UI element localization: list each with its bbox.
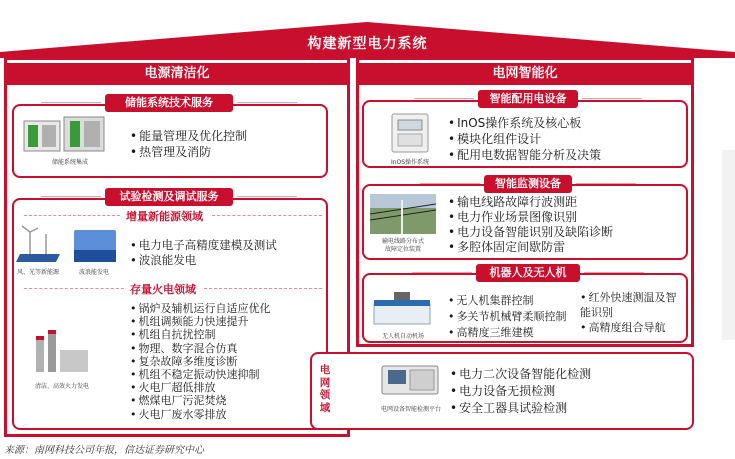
robots-title: 机器人及无人机 bbox=[476, 264, 580, 282]
divider bbox=[212, 215, 322, 216]
list-item: • 安全工器具试验检测 bbox=[450, 400, 591, 417]
list-item: • 机组不稳定振动快速抑制 bbox=[130, 368, 271, 381]
list-item: • 机组调频能力快速提升 bbox=[130, 315, 271, 328]
divider bbox=[24, 288, 124, 289]
distribution-items bbox=[448, 115, 601, 163]
renewable-items bbox=[130, 238, 277, 268]
list-item: • 电力设备智能识别及缺陷诊断 bbox=[448, 225, 613, 240]
list-item: • 输电线路故障行波测距 bbox=[448, 195, 613, 210]
storage-container-icon bbox=[22, 113, 108, 157]
list-item: • 多腔体固定间歇防雷 bbox=[448, 240, 613, 255]
list-item: • 复杂故障多维度诊断 bbox=[130, 355, 271, 368]
detection-platform-icon bbox=[380, 362, 440, 396]
list-item: • 锅炉及辅机运行自适应优化 bbox=[130, 302, 271, 315]
list-item: • 物理、数字混合仿真 bbox=[130, 342, 271, 355]
robots-items-right bbox=[580, 290, 684, 335]
list-item: • InOS操作系统及核心板 bbox=[448, 115, 601, 131]
wave-caption: 波浪能发电 bbox=[78, 269, 109, 276]
monitoring-caption-1: 输电线路分布式 bbox=[381, 238, 424, 245]
list-item: • 波浪能发电 bbox=[130, 253, 277, 268]
list-item: • 火电厂超低排放 bbox=[130, 381, 271, 394]
robots-items-left bbox=[448, 293, 567, 341]
transmission-line-icon bbox=[370, 194, 436, 234]
inos-caption: InOS操作系统 bbox=[390, 159, 430, 166]
list-item: • 模块化组件设计 bbox=[448, 131, 601, 147]
list-item: • 无人机集群控制 bbox=[448, 293, 567, 309]
grid-domain-label bbox=[318, 364, 332, 414]
power-plant-icon bbox=[30, 326, 92, 376]
testing-title: 试验检测及调试服务 bbox=[105, 188, 233, 206]
grid-domain-label-text: 电 网 领 域 bbox=[319, 364, 331, 414]
list-item: • 电力作业场景图像识别 bbox=[448, 210, 613, 225]
divider bbox=[204, 288, 322, 289]
list-item: • 电力电子高精度建模及测试 bbox=[130, 238, 277, 253]
right-edge-fragment bbox=[722, 150, 735, 340]
list-item: • 火电厂废水零排放 bbox=[130, 408, 271, 421]
drone-airport-icon bbox=[370, 290, 434, 326]
left-column-header: 电源清洁化 bbox=[4, 63, 350, 85]
list-item: • 燃煤电厂污泥焚烧 bbox=[130, 394, 271, 407]
renewable-title: 增量新能源领域 bbox=[126, 210, 203, 223]
list-item: • 热管理及消防 bbox=[130, 144, 247, 160]
list-item: • 多关节机械臂柔顺控制 bbox=[448, 309, 567, 325]
list-item: • 电力二次设备智能化检测 bbox=[450, 366, 591, 383]
storage-items bbox=[130, 128, 247, 160]
thermal-items bbox=[130, 302, 271, 421]
page-title: 构建新型电力系统 bbox=[307, 36, 428, 52]
detection-caption: 电网设备智能检测平台 bbox=[380, 406, 441, 413]
monitoring-title: 智能监测设备 bbox=[484, 175, 572, 193]
source-note: 来源：南网科技公司年报，信达证券研究中心 bbox=[4, 445, 204, 456]
list-item: • 红外快速测温及智能识别 bbox=[580, 290, 684, 320]
thermal-title: 存量火电领域 bbox=[130, 283, 196, 296]
divider bbox=[24, 215, 120, 216]
list-item: • 电力设备无损检测 bbox=[450, 383, 591, 400]
thermal-caption: 清洁、高效火力发电 bbox=[34, 383, 89, 390]
storage-title: 储能系统技术服务 bbox=[105, 94, 233, 112]
monitoring-items bbox=[448, 195, 613, 255]
wind-solar-icon bbox=[16, 224, 120, 266]
list-item: • 能量管理及优化控制 bbox=[130, 128, 247, 144]
storage-caption: 储能系统集成 bbox=[51, 159, 88, 166]
list-item: • 机组自抗扰控制 bbox=[130, 328, 271, 341]
grid-domain-items bbox=[450, 366, 591, 417]
wind-solar-caption: 风、光等新能源 bbox=[16, 269, 59, 276]
list-item: • 高精度三维建模 bbox=[448, 325, 567, 341]
right-column-header: 电网智能化 bbox=[356, 63, 694, 85]
list-item: • 高精度组合导航 bbox=[580, 320, 684, 335]
monitoring-caption-2: 故障定位装置 bbox=[384, 246, 421, 253]
drone-caption: 无人机自动机场 bbox=[381, 333, 424, 340]
inos-device-icon bbox=[388, 112, 432, 154]
distribution-title: 智能配用电设备 bbox=[478, 90, 578, 108]
list-item: • 配用电数据智能分析及决策 bbox=[448, 147, 601, 163]
